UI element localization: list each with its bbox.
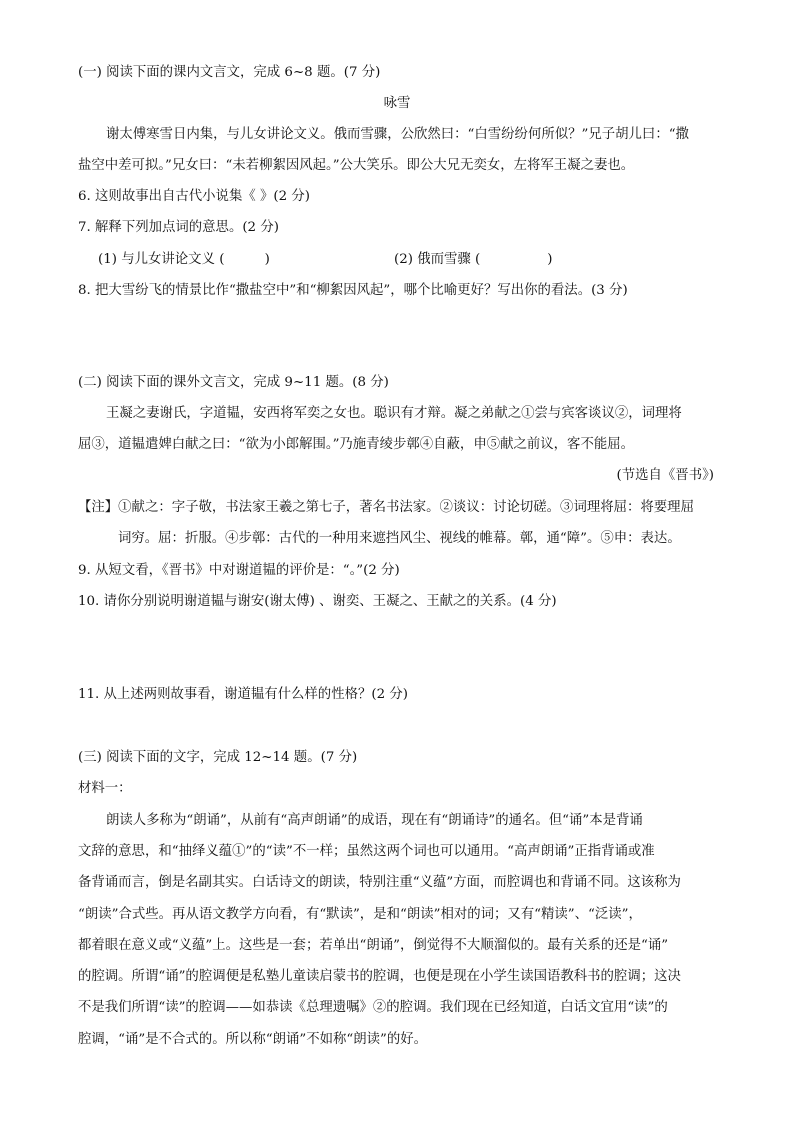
passage-line: 腔调，“诵”是不合式的。所以称“朗诵”不如称“朗读”的好。 (78, 1032, 428, 1047)
question-7-item-1: (1) 与儿女讲论文义 ( ) (98, 252, 270, 267)
passage-line: 谢太傅寒雪日内集，与儿女讲论文义。俄而雪骤，公欣然曰：“白雪纷纷何所似？”兄子胡儿曰：“撒 (106, 127, 689, 142)
passage-line: 文辞的意思，和“抽绎义蕴①”的“读”不一样；虽然这两个词也可以通用。“高声朗诵”正指背诵或准 (78, 844, 655, 859)
passage-line: 盐空中差可拟。”兄女曰：“未若柳絮因风起。”公大笑乐。即公大兄无奕女，左将军王凝之妻也。 (78, 158, 635, 173)
passage-line: “朗读”合式些。再从语文教学方向看，有“默读”，是和“朗读”相对的词；又有“精读”、“泛读”， (78, 907, 642, 922)
passage-line: 都着眼在意义或“义蕴”上。这些是一套；若单出“朗诵”，倒觉得不大顺溜似的。最有关系的还是“诵” (78, 938, 669, 953)
question-8: 8. 把大雪纷飞的情景比作“撒盐空中”和“柳絮因风起”，哪个比喻更好？写出你的看法。(3 分) (78, 283, 628, 298)
passage-line: 的腔调。所谓“诵”的腔调便是私塾儿童读启蒙书的腔调，也便是现在小学生读国语教科书的腔调；这决 (78, 969, 681, 984)
passage-title: 咏雪 (383, 96, 411, 111)
passage-line: 屈③，道韫遣婢白献之曰：“欲为小郎解围。”乃施青绫步鄣④自蔽，申⑤献之前议，客不能屈。 (78, 437, 635, 452)
question-10: 10. 请你分别说明谢道韫与谢安(谢太傅) 、谢奕、王凝之、王献之的关系。(4 分) (78, 594, 557, 609)
annotation-line: 词穷。屈：折服。④步鄣：古代的一种用来遮挡风尘、视线的帷幕。鄣，通“障”。⑤申：表达。 (118, 531, 681, 546)
passage-line: 朗读人多称为“朗诵”，从前有“高声朗诵”的成语，现在有“朗诵诗”的通名。但“诵”本是背诵 (106, 813, 643, 828)
material-label: 材料一： (78, 781, 132, 796)
passage-source: (节选自《晋书》) (616, 468, 714, 483)
question-11: 11. 从上述两则故事看，谢道韫有什么样的性格？(2 分) (78, 687, 408, 702)
section-1-heading: (一) 阅读下面的课内文言文，完成 6~8 题。(7 分) (78, 65, 381, 80)
annotation-line: 【注】①献之：字子敬，书法家王羲之第七子，著名书法家。②谈议：讨论切磋。③词理将屈：将要理屈 (78, 500, 694, 515)
question-9: 9. 从短文看，《晋书》中对谢道韫的评价是：“。”(2 分) (78, 563, 400, 578)
passage-line: 备背诵而言，倒是名副其实。白话诗文的朗读，特别注重“义蕴”方面，而腔调也和背诵不同。这该称为 (78, 875, 681, 890)
question-7-item-2: (2) 俄而雪骤 ( ) (394, 252, 553, 267)
passage-line: 不是我们所谓“读”的腔调——如恭读《总理遗嘱》②的腔调。我们现在已经知道，白话文宜用“读”的 (78, 1000, 668, 1015)
question-7: 7. 解释下列加点词的意思。(2 分) (78, 220, 279, 235)
question-6: 6. 这则故事出自古代小说集《 》(2 分) (78, 189, 310, 204)
section-2-heading: (二) 阅读下面的课外文言文，完成 9~11 题。(8 分) (78, 375, 389, 390)
section-3-heading: (三) 阅读下面的文字，完成 12~14 题。(7 分) (78, 750, 358, 765)
passage-line: 王凝之妻谢氏，字道韫，安西将军奕之女也。聪识有才辩。凝之弟献之①尝与宾客谈议②，词理将 (106, 406, 682, 421)
